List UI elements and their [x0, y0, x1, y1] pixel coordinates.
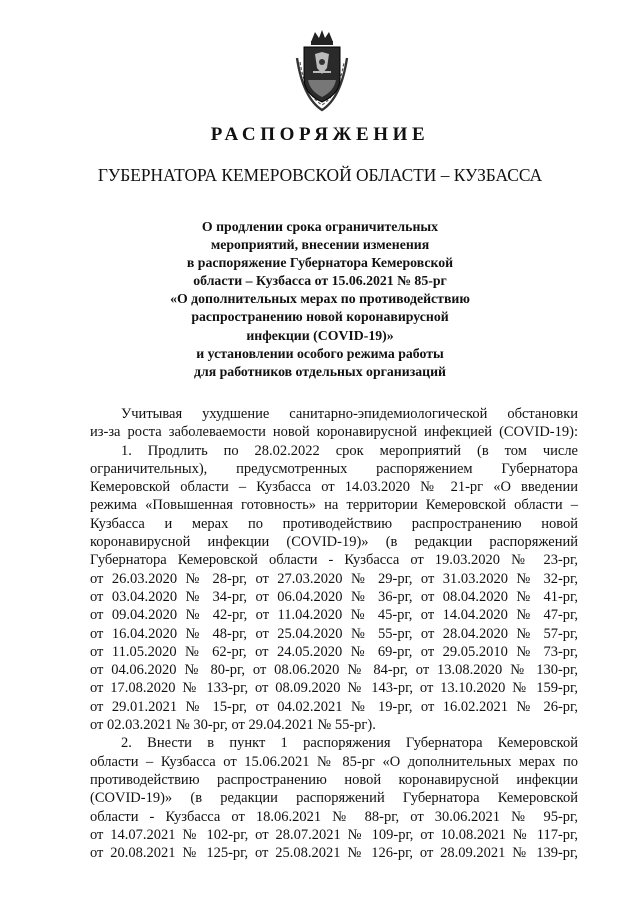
body-line: от 04.06.2020 № 80-рг, от 08.06.2020 № 84-рг, от 13.08.2020 № 130-рг,: [90, 662, 578, 679]
heading-line: мероприятий, внесении изменения: [210, 237, 430, 253]
body-line: 1. Продлить по 28.02.2022 срок мероприятий (в том числе: [121, 442, 578, 459]
body-line: Губернатора Кемеровской области - Кузбасса от 19.03.2020 № 23-рг,: [90, 552, 578, 569]
body-line: (COVID-19)» (в редакции распоряжений Губернатора Кемеровской: [90, 790, 578, 807]
body-line: от 02.03.2021 № 30-рг, от 29.04.2021 № 55-рг).: [90, 717, 376, 734]
body-line: Учитывая ухудшение санитарно-эпидемиологической обстановки: [121, 406, 578, 422]
body-line: режима «Повышенная готовность» на территории Кемеровской области –: [90, 497, 578, 514]
document-issuer: ГУБЕРНАТОРА КЕМЕРОВСКОЙ ОБЛАСТИ – КУЗБАССА: [97, 165, 543, 185]
body-line: от 20.08.2021 № 125-рг, от 25.08.2021 № 126-рг, от 28.09.2021 № 139-рг,: [90, 845, 578, 862]
coat-of-arms-emblem: [293, 28, 351, 114]
body-line: от 09.04.2020 № 42-рг, от 11.04.2020 № 45-рг, от 14.04.2020 № 47-рг,: [90, 607, 578, 624]
document-title: РАСПОРЯЖЕНИЕ: [210, 124, 430, 145]
heading-line: распространению новой коронавирусной: [191, 309, 449, 325]
body-line: от 11.05.2020 № 62-рг, от 24.05.2020 № 69-рг, от 29.05.2010 № 73-рг,: [90, 643, 578, 660]
body-line: от 29.01.2021 № 15-рг, от 04.02.2021 № 19-рг, от 16.02.2021 № 26-рг,: [90, 698, 578, 715]
heading-line: О продлении срока ограничительных: [201, 219, 439, 234]
body-line: Кузбасса и мерах по противодействию распространению новой: [90, 515, 578, 532]
heading-line: «О дополнительных мерах по противодействию: [170, 291, 470, 307]
body-line: противодействию распространению новой коронавирусной инфекции: [90, 771, 578, 788]
heading-line: области – Кузбасса от 15.06.2021 № 85-рг: [193, 273, 447, 289]
heading-line: для работников отдельных организаций: [194, 363, 446, 379]
document-body: [90, 405, 578, 862]
heading-line: инфекции (COVID-19)»: [246, 327, 394, 343]
body-line: от 14.07.2021 № 102-рг, от 28.07.2021 № 109-рг, от 10.08.2021 № 117-рг,: [90, 826, 578, 843]
body-line: Кемеровской области – Кузбасса от 14.03.2020 № 21-рг «О введении: [90, 479, 578, 496]
body-line: от 26.03.2020 № 28-рг, от 27.03.2020 № 29-рг, от 31.03.2020 № 32-рг,: [90, 570, 578, 587]
body-line: коронавирусной инфекции (COVID-19)» (в редакции распоряжений: [90, 534, 578, 551]
body-line: ограничительных), предусмотренных распоряжением Губернатора: [90, 460, 578, 477]
body-line: из-за роста заболеваемости новой коронавирусной инфекцией (COVID-19):: [90, 424, 578, 441]
body-line: от 16.04.2020 № 48-рг, от 25.04.2020 № 55-рг, от 28.04.2020 № 57-рг,: [90, 625, 578, 642]
document-heading: [120, 218, 520, 381]
heading-line: и установлении особого режима работы: [196, 345, 444, 361]
body-line: от 17.08.2020 № 133-рг, от 08.09.2020 № 143-рг, от 13.10.2020 № 159-рг,: [90, 680, 578, 697]
body-line: от 03.04.2020 № 34-рг, от 06.04.2020 № 36-рг, от 08.04.2020 № 41-рг,: [90, 588, 578, 605]
body-line: 2. Внести в пункт 1 распоряжения Губернатора Кемеровской: [121, 735, 578, 752]
body-line: области – Кузбасса от 15.06.2021 № 85-рг «О дополнительных мерах по: [90, 753, 578, 770]
heading-line: в распоряжение Губернатора Кемеровской: [186, 255, 454, 271]
body-line: области - Кузбасса от 18.06.2021 № 88-рг, от 30.06.2021 № 95-рг,: [90, 808, 578, 825]
